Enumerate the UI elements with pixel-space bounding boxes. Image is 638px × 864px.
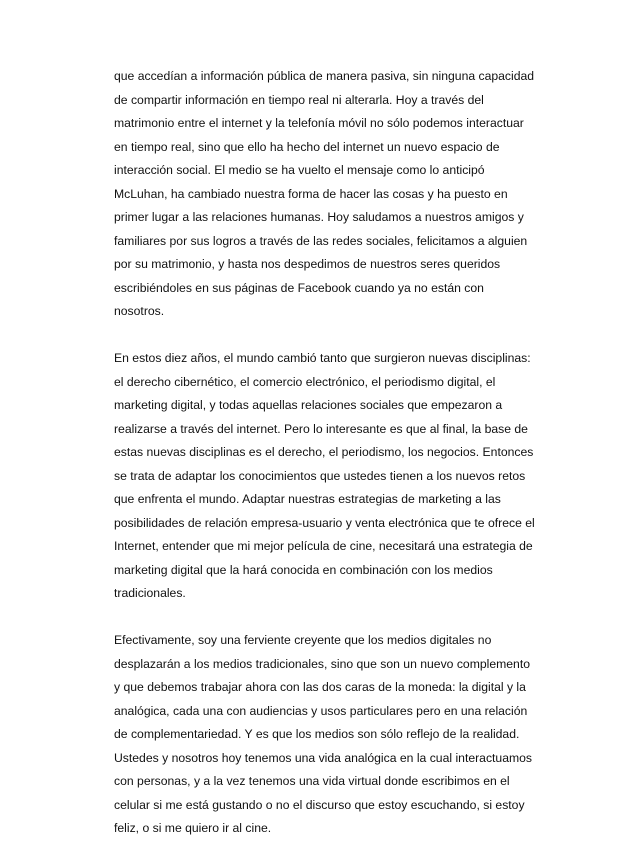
text-line: que accedían a información pública de manera pasiva, sin ninguna capacidad <box>114 69 535 83</box>
text-line: estas nuevas disciplinas es el derecho, el periodismo, los negocios. Entonces <box>114 445 534 459</box>
text-line: desplazarán a los medios tradicionales, sino que son un nuevo complemento <box>114 656 530 671</box>
text-line: que enfrenta el mundo. Adaptar nuestras estrategias de marketing a las <box>114 492 501 506</box>
text-line: con personas, y a la vez tenemos una vida virtual donde escribimos en el <box>114 774 510 788</box>
text-line: analógica, cada una con audiencias y usos particulares pero en una relación <box>114 703 528 718</box>
paragraph-3 <box>114 629 539 841</box>
text-line: por su matrimonio, y hasta nos despedimos de nuestros seres queridos <box>114 257 501 271</box>
text-line: de compartir información en tiempo real ni alterarla. Hoy a través del <box>114 92 484 107</box>
text-line: se trata de adaptar los conocimientos que ustedes tienen a los nuevos retos <box>114 468 526 483</box>
text-line: Internet, entender que mi mejor película de cine, necesitará una estrategia de <box>114 539 533 553</box>
text-line: nosotros. <box>114 304 165 318</box>
text-line: posibilidades de relación empresa-usuario y venta electrónica que te ofrece el <box>114 515 535 530</box>
text-line: celular si me está gustando o no el discurso que estoy escuchando, si estoy <box>114 797 525 812</box>
text-line: McLuhan, ha cambiado nuestra forma de hacer las cosas y ha puesto en <box>114 186 508 201</box>
text-line: marketing digital, y todas aquellas relaciones sociales que empezaron a <box>114 398 503 412</box>
text-line: de complementariedad. Y es que los medios son sólo reflejo de la realidad. <box>114 727 520 741</box>
text-line: familiares por sus logros a través de las redes sociales, felicitamos a alguien <box>114 233 528 248</box>
text-line: En estos diez años, el mundo cambió tanto que surgieron nuevas disciplinas: <box>114 351 531 365</box>
text-line: Ustedes y nosotros hoy tenemos una vida analógica en la cual interactuamos <box>114 750 533 765</box>
paragraph-2 <box>114 347 539 606</box>
text-line: el derecho cibernético, el comercio electrónico, el periodismo digital, el <box>114 374 496 389</box>
paragraph-1 <box>114 65 539 324</box>
text-line: en tiempo real, sino que ello ha hecho del internet un nuevo espacio de <box>114 139 500 154</box>
text-line: interacción social. El medio se ha vuelto el mensaje como lo anticipó <box>114 163 485 177</box>
text-line: marketing digital que la hará conocida en combinación con los medios <box>114 562 493 577</box>
text-line: y que debemos trabajar ahora con las dos caras de la moneda: la digital y la <box>114 680 526 694</box>
text-line: realizarse a través del internet. Pero lo interesante es que al final, la base de <box>114 421 528 436</box>
text-line: Efectivamente, soy una ferviente creyente que los medios digitales no <box>114 633 492 647</box>
text-line: matrimonio entre el internet y la telefonía móvil no sólo podemos interactuar <box>114 116 524 130</box>
text-line: escribiéndoles en sus páginas de Facebook cuando ya no están con <box>114 280 484 295</box>
text-line: tradicionales. <box>114 586 186 600</box>
text-line: primer lugar a las relaciones humanas. Hoy saludamos a nuestros amigos y <box>114 210 524 224</box>
text-line: feliz, o si me quiero ir al cine. <box>114 821 272 835</box>
document-page <box>114 65 539 864</box>
